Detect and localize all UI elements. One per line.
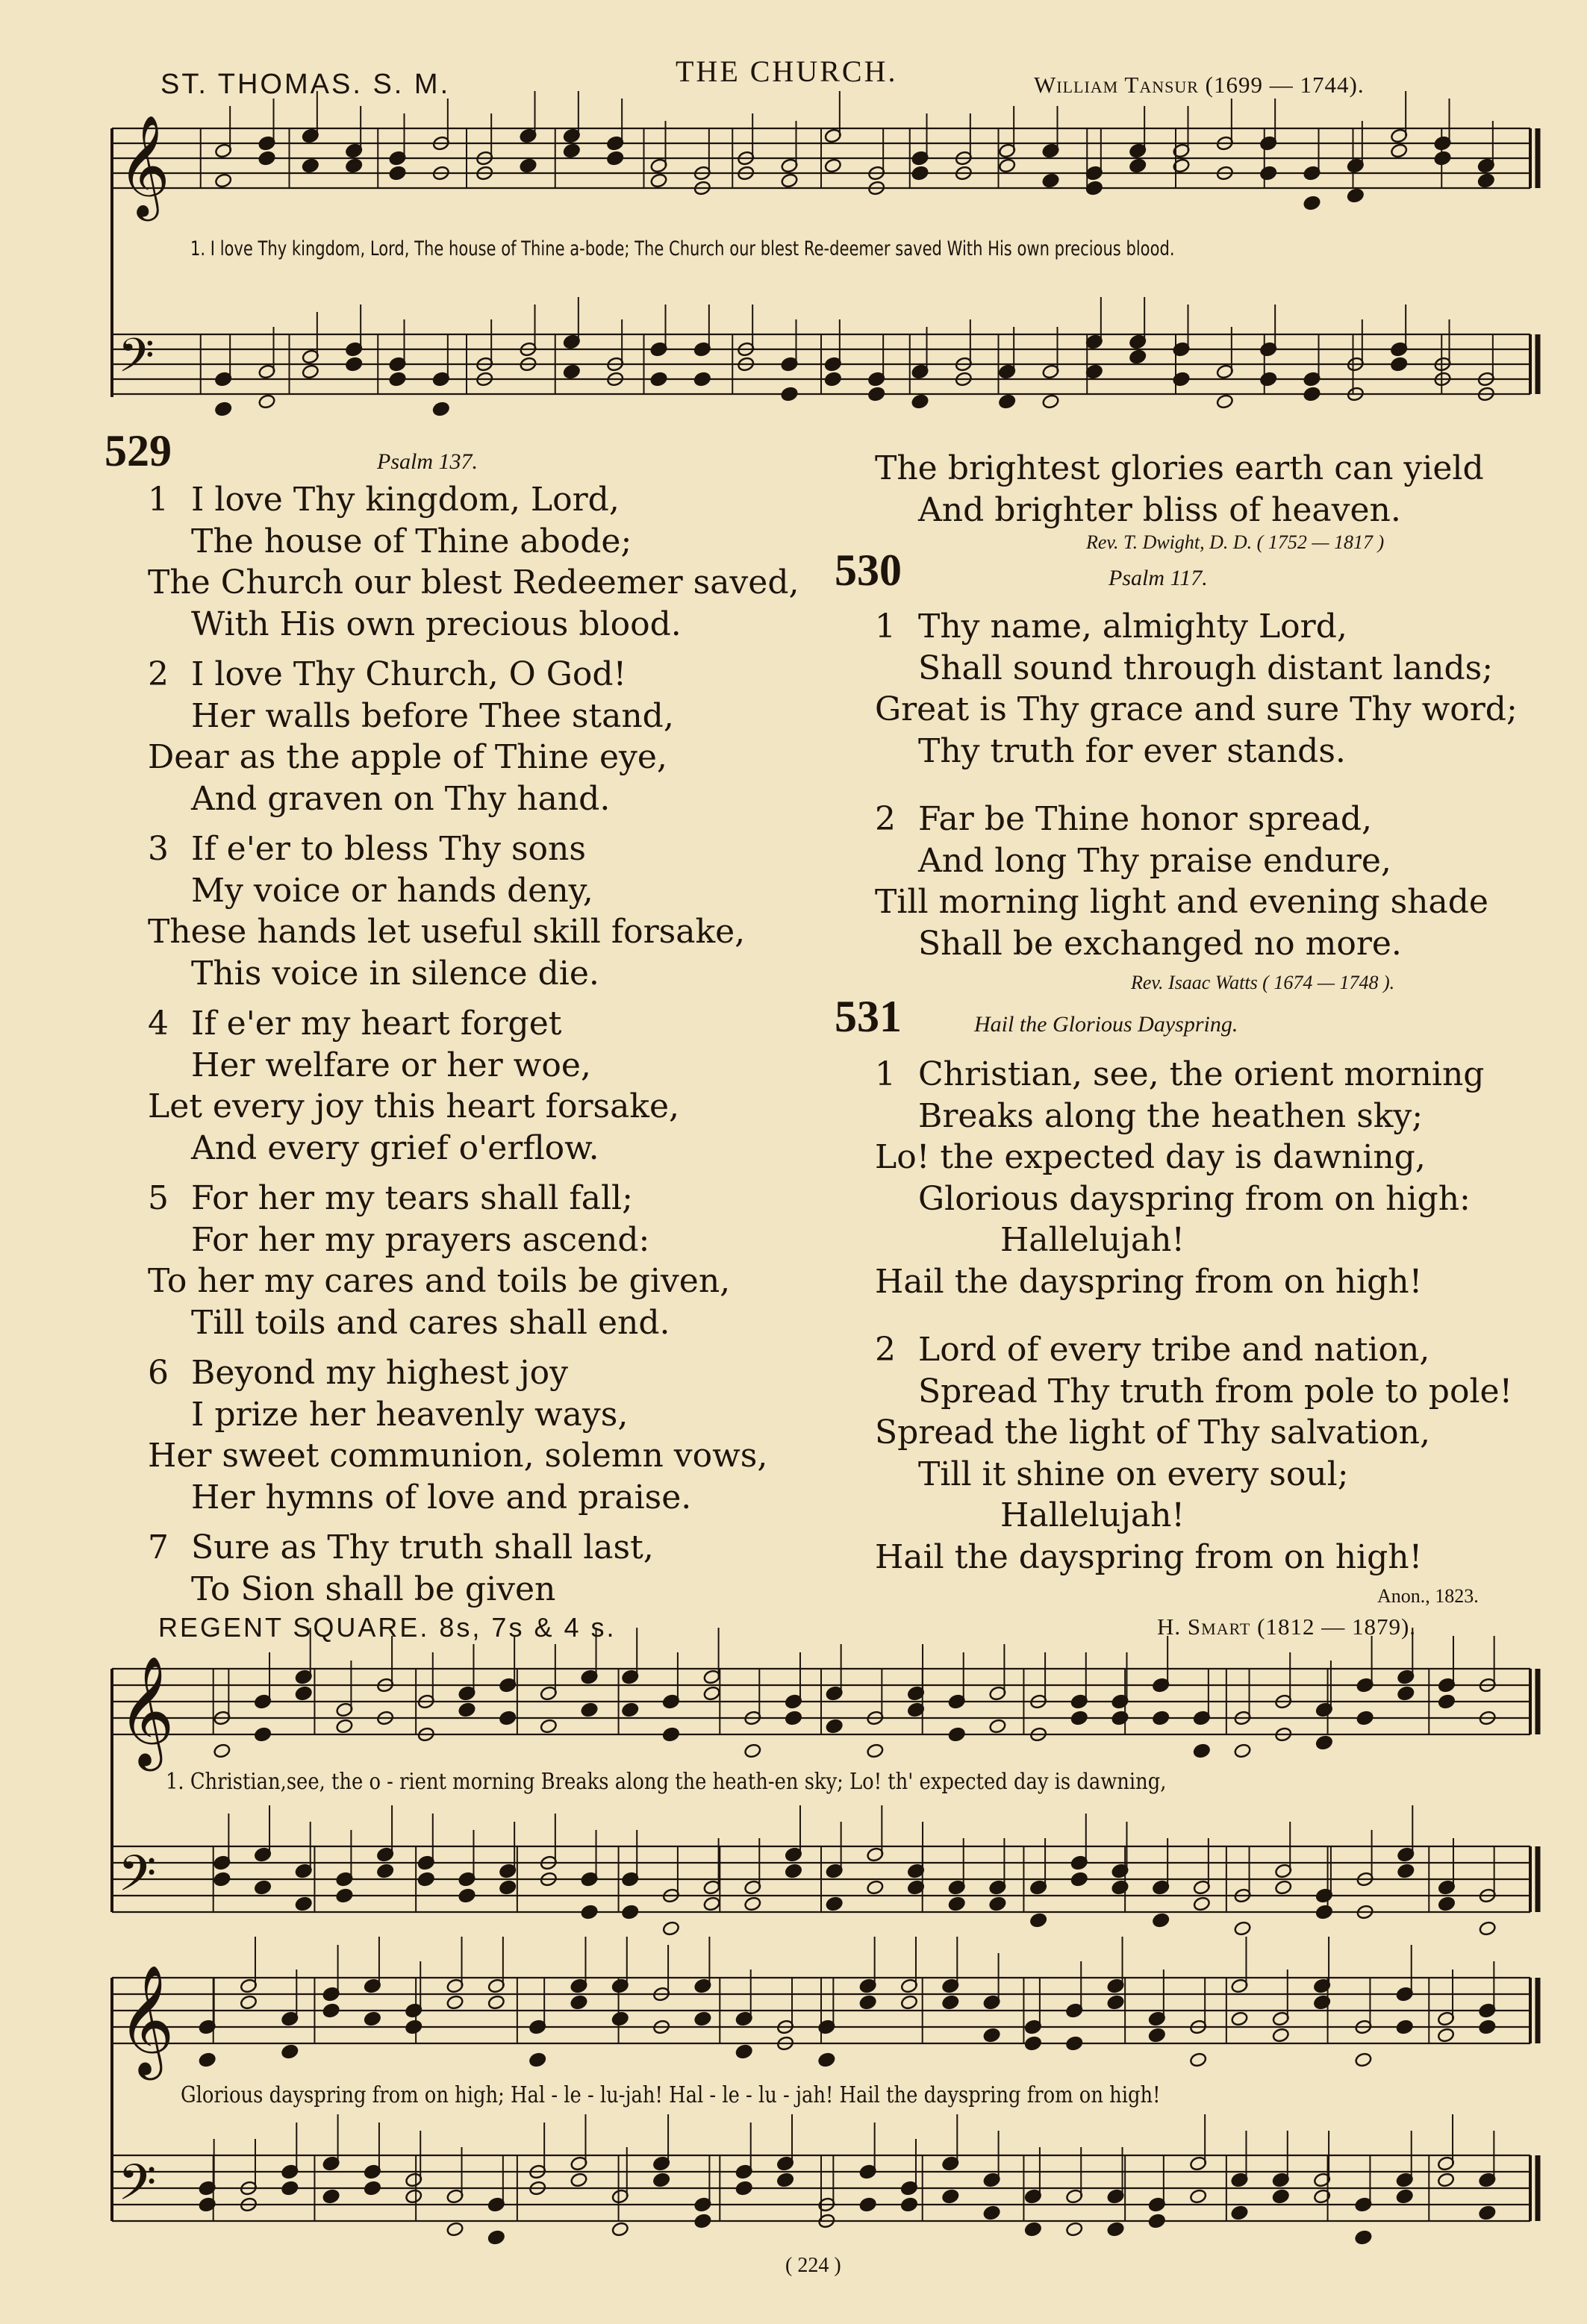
verse-2: 2 I love Thy Church, O God! Her walls before Thee stand, Dear as the apple of Thine eye, And graven on Thy hand.: [148, 655, 674, 818]
note-head: [983, 2205, 1001, 2221]
note-head: [1272, 2189, 1290, 2205]
note-head: [345, 158, 363, 174]
note-head: [824, 158, 842, 174]
note-head: [1042, 394, 1060, 410]
note-head: [1354, 2052, 1372, 2068]
note-head: [432, 402, 450, 417]
note-head: [606, 151, 624, 166]
tune2-underlay-1: 1. Christian,see, the o - rient morning Breaks along the heath-en sky; Lo! th' expected day is dawning,: [166, 1769, 1167, 1795]
note-head: [1438, 1896, 1456, 1912]
note-head: [405, 2020, 423, 2035]
note-head: [1042, 173, 1060, 189]
note-head: [1478, 2020, 1496, 2035]
note-head: [1437, 2028, 1455, 2043]
note-head: [859, 1995, 877, 2011]
note-head: [1315, 1735, 1333, 1751]
note-head: [900, 1995, 918, 2011]
hymn-530-author: Rev. Isaac Watts ( 1674 — 1748 ).: [1131, 972, 1395, 993]
note-head: [581, 1702, 599, 1718]
note-head: [487, 1995, 505, 2011]
note-head: [1478, 2205, 1496, 2221]
treble-clef-icon: 𝄞: [118, 1655, 175, 1767]
note-head: [621, 1702, 639, 1718]
hymn-529-author: Rev. T. Dwight, D. D. ( 1752 — 1817 ): [1086, 531, 1385, 553]
note-head: [948, 1896, 966, 1912]
note-head: [988, 1719, 1006, 1734]
note-head: [826, 1896, 844, 1912]
note-head: [570, 2172, 588, 2188]
note-head: [948, 1727, 966, 1743]
note-head: [302, 158, 319, 174]
note-head: [1129, 158, 1147, 174]
note-head: [520, 158, 537, 174]
note-head: [389, 372, 407, 387]
bass-clef-icon: 𝄢: [118, 1845, 157, 1914]
note-head: [1216, 394, 1234, 410]
note-head: [458, 1888, 476, 1904]
hymn-529-source: Psalm 137.: [377, 449, 478, 474]
note-head: [258, 151, 276, 166]
note-head: [364, 2011, 381, 2027]
note-head: [258, 394, 276, 410]
hymn-531-author: Anon., 1823.: [1377, 1585, 1479, 1607]
tune-name: ST. THOMAS. S. M.: [160, 69, 451, 100]
verse-1: 1 I love Thy kingdom, Lord, The house of Thine abode; The Church our blest Redeemer saved, With His own precious blood.: [148, 481, 799, 643]
note-head: [446, 2222, 464, 2237]
hymn-529-number: 529: [105, 426, 172, 475]
note-head: [295, 1686, 313, 1702]
note-head: [1347, 188, 1365, 204]
note-head: [417, 1872, 435, 1887]
note-head: [998, 158, 1016, 174]
note-head: [335, 1888, 353, 1904]
note-head: [487, 2230, 505, 2246]
verse-2: 2 Lord of every tribe and nation, Spread Thy truth from pole to pole! Spread the light of Thy salvation, Till it shine on every soul; Hallelujah! Hail the dayspring from on high!: [875, 1331, 1513, 1576]
note-head: [785, 1864, 802, 1879]
hymn-529-verses: [148, 479, 812, 1610]
note-head: [1129, 349, 1147, 365]
note-head: [650, 372, 668, 387]
note-head: [1272, 2028, 1290, 2043]
note-head: [581, 1905, 599, 1920]
verse-1: 1 Christian, see, the orient morning Breaks along the heathen sky; Lo! the expected day is dawning, Glorious dayspring from on high: Hallelujah! Hail the dayspring from on high!: [875, 1055, 1485, 1301]
tune2-composer: H. Smart (1812 — 1879).: [1157, 1614, 1417, 1640]
note-head: [824, 372, 842, 387]
section-title: THE CHURCH.: [676, 54, 898, 88]
note-head: [983, 2028, 1001, 2043]
note-head: [1189, 2052, 1207, 2068]
verse-4: 4 If e'er my heart forget Her welfare or her woe, Let every joy this heart forsake, And every grief o'erflow.: [148, 1005, 679, 1167]
note-head: [1085, 181, 1103, 196]
note-head: [1434, 151, 1452, 166]
verse-6: 6 Beyond my highest joy I prize her heavenly ways, Her sweet communion, solemn vows, Her hymns of love and praise.: [148, 1354, 768, 1516]
verse-7: 7 Sure as Thy truth shall last, To Sion shall be given: [148, 1528, 654, 1608]
note-head: [1234, 1921, 1252, 1937]
bass-clef-icon: 𝄢: [118, 328, 155, 394]
note-head: [1396, 2189, 1414, 2205]
note-head: [703, 1896, 721, 1912]
note-head: [1111, 1880, 1129, 1896]
note-head: [826, 1719, 844, 1734]
note-head: [781, 173, 799, 189]
note-head: [499, 1880, 517, 1896]
note-head: [499, 1711, 517, 1726]
note-head: [281, 2181, 299, 2196]
note-head: [563, 143, 581, 159]
note-head: [1390, 357, 1408, 372]
hymn-530-verses: [875, 606, 1547, 964]
note-head: [1029, 1913, 1047, 1928]
note-head: [1479, 1921, 1497, 1937]
note-head: [693, 2011, 711, 2027]
note-head: [295, 1896, 313, 1912]
note-head: [866, 1880, 884, 1896]
note-head: [1259, 372, 1277, 387]
note-head: [1065, 2036, 1083, 2052]
note-head: [1107, 2222, 1125, 2237]
note-head: [650, 173, 668, 189]
note-head: [364, 2181, 381, 2196]
note-head: [743, 1743, 761, 1759]
note-head: [458, 1702, 476, 1718]
tune2-name: REGENT SQUARE. 8s, 7s & 4 s.: [158, 1612, 617, 1643]
note-head: [1189, 2189, 1207, 2205]
note-head: [1024, 2222, 1042, 2237]
treble-clef-icon: 𝄞: [118, 113, 170, 216]
note-head: [1231, 2011, 1249, 2027]
note-head: [540, 1719, 558, 1734]
bass-clef-icon: 𝄢: [118, 2154, 157, 2223]
note-head: [1107, 1995, 1125, 2011]
note-head: [405, 2189, 423, 2205]
note-head: [1259, 166, 1277, 181]
verse-2: 2 Far be Thine honor spread, And long Thy praise endure, Till morning light and evening shade Shall be exchanged no more.: [875, 800, 1488, 963]
note-head: [859, 2197, 877, 2213]
verse-5: 5 For her my tears shall fall; For her my prayers ascend: To her my cares and toils be given, Till toils and cares shall end.: [148, 1179, 731, 1342]
note-head: [1354, 2230, 1372, 2246]
note-head: [529, 2052, 546, 2068]
note-head: [1437, 2172, 1455, 2188]
note-head: [735, 2181, 753, 2196]
note-head: [302, 364, 319, 380]
note-head: [1356, 1711, 1374, 1726]
note-head: [1152, 1913, 1170, 1928]
note-head: [900, 2197, 918, 2213]
note-head: [389, 166, 407, 181]
verse-1: 1 Thy name, almighty Lord, Shall sound through distant lands; Great is Thy grace and sure Thy word; Thy truth for ever stands.: [875, 607, 1518, 770]
note-head: [693, 2214, 711, 2229]
note-head: [322, 2003, 340, 2019]
note-head: [693, 372, 711, 387]
note-head: [1148, 2214, 1166, 2229]
hymn-530-source: Psalm 117.: [1109, 566, 1208, 590]
note-head: [866, 1743, 884, 1759]
note-head: [322, 2189, 340, 2205]
note-head: [785, 1711, 802, 1726]
note-head: [199, 2052, 216, 2068]
note-head: [662, 1921, 680, 1937]
hymn-529-continuation: The brightest glories earth can yield And brighter bliss of heaven.: [875, 449, 1484, 529]
note-head: [1477, 173, 1495, 189]
note-head: [240, 1995, 258, 2011]
tune-composer: William Tansur (1699 — 1744).: [1034, 72, 1365, 98]
note-head: [988, 1896, 1006, 1912]
hymn-531-verses: [875, 1054, 1547, 1578]
note-head: [1303, 387, 1321, 402]
note-head: [1193, 1743, 1211, 1759]
verse-3: 3 If e'er to bless Thy sons My voice or hands deny, These hands let useful skill forsake, This voice in silence die.: [148, 830, 746, 993]
note-head: [941, 1995, 959, 2011]
note-head: [1065, 2222, 1083, 2237]
note-head: [1390, 143, 1408, 159]
note-head: [1070, 1872, 1088, 1887]
note-head: [611, 2222, 629, 2237]
tune1-underlay: 1. I love Thy kingdom, Lord, The house of Thine a-bode; The Church our blest Re-deemer saved With His own precious blood.: [190, 237, 1175, 260]
note-head: [1234, 1743, 1252, 1759]
note-head: [1303, 196, 1321, 211]
note-head: [1085, 364, 1103, 380]
note-head: [254, 1727, 272, 1743]
note-head: [335, 1719, 353, 1734]
note-head: [662, 1727, 680, 1743]
note-head: [998, 394, 1016, 410]
note-head: [621, 1905, 639, 1920]
note-head: [941, 2189, 959, 2205]
hymn-531-source: Hail the Glorious Dayspring.: [974, 1012, 1238, 1037]
note-head: [652, 2172, 670, 2188]
note-head: [1315, 1905, 1333, 1920]
tune2-underlay-2: Glorious dayspring from on high; Hal - le - lu-jah! Hal - le - lu - jah! Hail the dayspring from on high!: [181, 2082, 1161, 2108]
note-head: [1193, 1896, 1211, 1912]
note-head: [1274, 1880, 1292, 1896]
note-head: [345, 357, 363, 372]
page-number: ( 224 ): [785, 2254, 841, 2277]
hymn-531-number: 531: [835, 992, 902, 1041]
note-head: [570, 1995, 588, 2011]
note-head: [213, 1872, 231, 1887]
note-head: [213, 1743, 231, 1759]
note-head: [743, 1896, 761, 1912]
note-head: [703, 1686, 721, 1702]
note-head: [214, 173, 232, 189]
note-head: [1070, 1711, 1088, 1726]
note-head: [611, 2011, 629, 2027]
note-head: [1397, 1686, 1415, 1702]
note-head: [1111, 1711, 1129, 1726]
note-head: [1438, 1694, 1456, 1710]
note-head: [1231, 2205, 1249, 2221]
note-head: [376, 1864, 394, 1879]
note-head: [563, 364, 581, 380]
note-head: [781, 387, 799, 402]
note-head: [446, 1995, 464, 2011]
note-head: [1397, 1864, 1415, 1879]
note-head: [1152, 1711, 1170, 1726]
note-head: [776, 2172, 794, 2188]
note-head: [281, 2044, 299, 2060]
treble-clef-icon: 𝄞: [118, 1964, 175, 2075]
hymn-530-number: 530: [835, 546, 902, 595]
note-head: [254, 1880, 272, 1896]
note-head: [214, 402, 232, 417]
note-head: [911, 394, 929, 410]
note-head: [1148, 2028, 1166, 2043]
note-head: [817, 2052, 835, 2068]
note-head: [735, 2044, 753, 2060]
note-head: [1024, 2036, 1042, 2052]
note-head: [867, 387, 885, 402]
note-head: [1396, 2020, 1414, 2035]
note-head: [911, 166, 929, 181]
